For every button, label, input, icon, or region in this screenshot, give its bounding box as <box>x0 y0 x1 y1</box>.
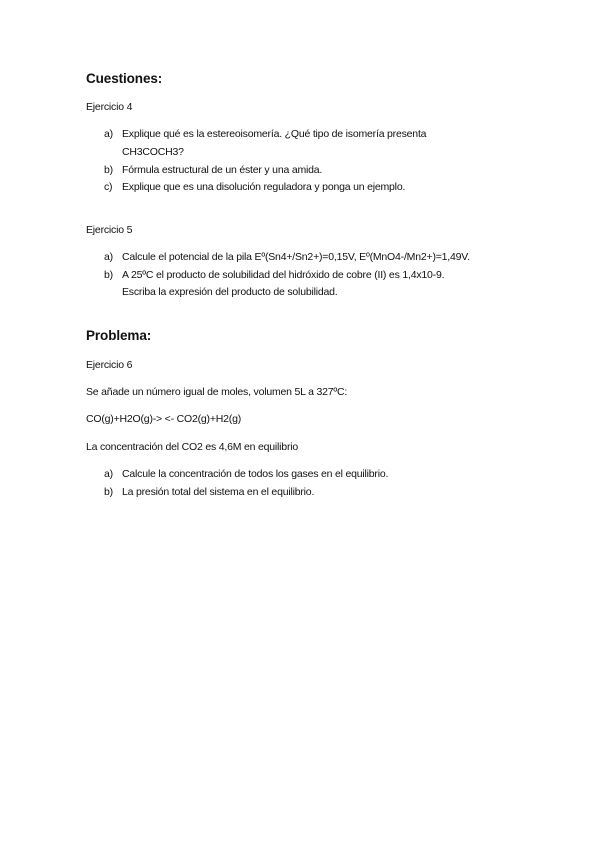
item-marker: b) <box>104 164 113 176</box>
item-text: La presión total del sistema en el equilibrio. <box>122 486 315 498</box>
ejercicio-6-intro: Se añade un número igual de moles, volumen 5L a 327ºC: <box>86 386 348 398</box>
item-text: Escriba la expresión del producto de solubilidad. <box>122 286 338 298</box>
ejercicio-6-heading: Ejercicio 6 <box>86 359 133 371</box>
item-marker: b) <box>104 486 113 498</box>
problema-title: Problema: <box>86 328 152 343</box>
item-text: Fórmula estructural de un éster y una amida. <box>122 164 323 176</box>
item-marker: b) <box>104 269 113 281</box>
item-marker: a) <box>104 251 113 263</box>
item-text: Calcule la concentración de todos los gases en el equilibrio. <box>122 468 389 480</box>
cuestiones-title: Cuestiones: <box>86 71 163 86</box>
item-text: A 25ºC el producto de solubilidad del hidróxido de cobre (II) es 1,4x10-9. <box>122 269 445 281</box>
item-text: Explique qué es la estereoisomería. ¿Qué tipo de isomería presenta <box>122 128 427 140</box>
item-marker: a) <box>104 128 113 140</box>
ejercicio-6-condition: La concentración del CO2 es 4,6M en equilibrio <box>86 441 299 453</box>
item-marker: a) <box>104 468 113 480</box>
ejercicio-5-heading: Ejercicio 5 <box>86 224 133 236</box>
ejercicio-4-heading: Ejercicio 4 <box>86 101 133 113</box>
item-text: Calcule el potencial de la pila Eº(Sn4+/Sn2+)=0,15V, Eº(MnO4-/Mn2+)=1,49V. <box>122 251 470 263</box>
item-text: CH3COCH3? <box>122 146 184 158</box>
item-marker: c) <box>104 181 113 193</box>
item-text: Explique que es una disolución reguladora y ponga un ejemplo. <box>122 181 406 193</box>
ejercicio-6-reaction: CO(g)+H2O(g)-> <- CO2(g)+H2(g) <box>86 413 242 425</box>
